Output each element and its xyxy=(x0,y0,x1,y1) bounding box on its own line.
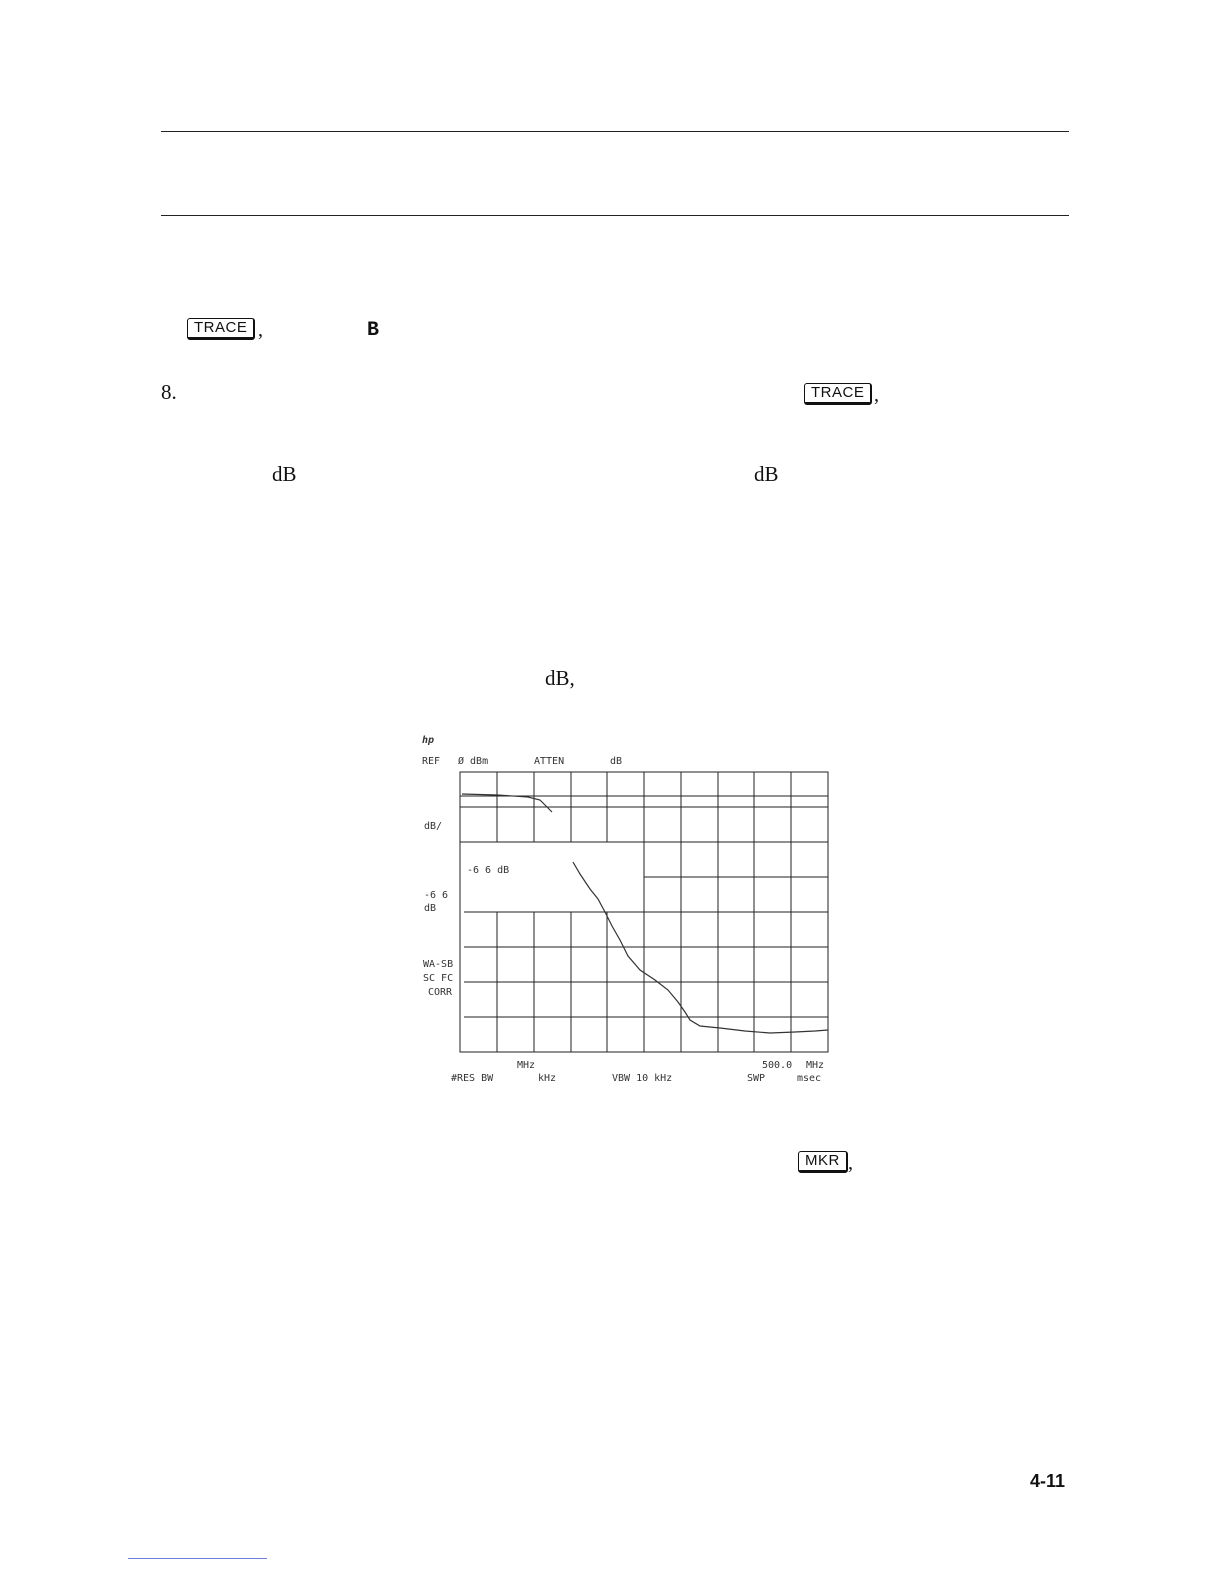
marker-readout: -6 6 dB xyxy=(467,865,510,876)
stop-freq-value: 500.0 xyxy=(762,1060,793,1071)
res-bw-unit: kHz xyxy=(538,1073,557,1084)
ref-value: Ø dBm xyxy=(458,756,489,767)
hp-logo: hp xyxy=(422,735,435,746)
spectrum-trace-top xyxy=(462,794,552,812)
trace-key-2: TRACE xyxy=(804,383,872,405)
swp-label: SWP xyxy=(747,1073,766,1084)
trace-key-1: TRACE xyxy=(187,318,255,340)
left-marker-value: -6 6 xyxy=(424,890,449,901)
db-text-1: dB xyxy=(272,462,297,486)
footer-link-underline xyxy=(128,1558,267,1559)
left-marker-unit: dB xyxy=(424,903,437,914)
start-freq-unit: MHz xyxy=(517,1060,536,1071)
scale-unit: dB/ xyxy=(424,821,443,832)
atten-label: ATTEN xyxy=(534,756,565,767)
corr-annotation: CORR xyxy=(428,987,453,998)
trace-b-softkey: B xyxy=(367,319,380,342)
comma: , xyxy=(258,319,263,341)
page-number: 4-11 xyxy=(1029,1471,1065,1491)
step-number: 8. xyxy=(161,380,177,404)
vbw-annotation: VBW 10 kHz xyxy=(612,1073,673,1084)
stop-freq-unit: MHz xyxy=(806,1060,825,1071)
comma: , xyxy=(848,1152,853,1174)
wa-sb-annotation: WA-SB xyxy=(423,959,454,970)
swp-unit: msec xyxy=(797,1073,822,1084)
mkr-key: MKR xyxy=(798,1151,848,1173)
res-bw-label: #RES BW xyxy=(451,1073,494,1084)
atten-unit: dB xyxy=(610,756,623,767)
db-text-3: dB, xyxy=(545,666,575,690)
sc-fc-annotation: SC FC xyxy=(423,973,454,984)
db-text-2: dB xyxy=(754,462,779,486)
ref-label: REF xyxy=(422,756,441,767)
comma: , xyxy=(874,384,879,406)
